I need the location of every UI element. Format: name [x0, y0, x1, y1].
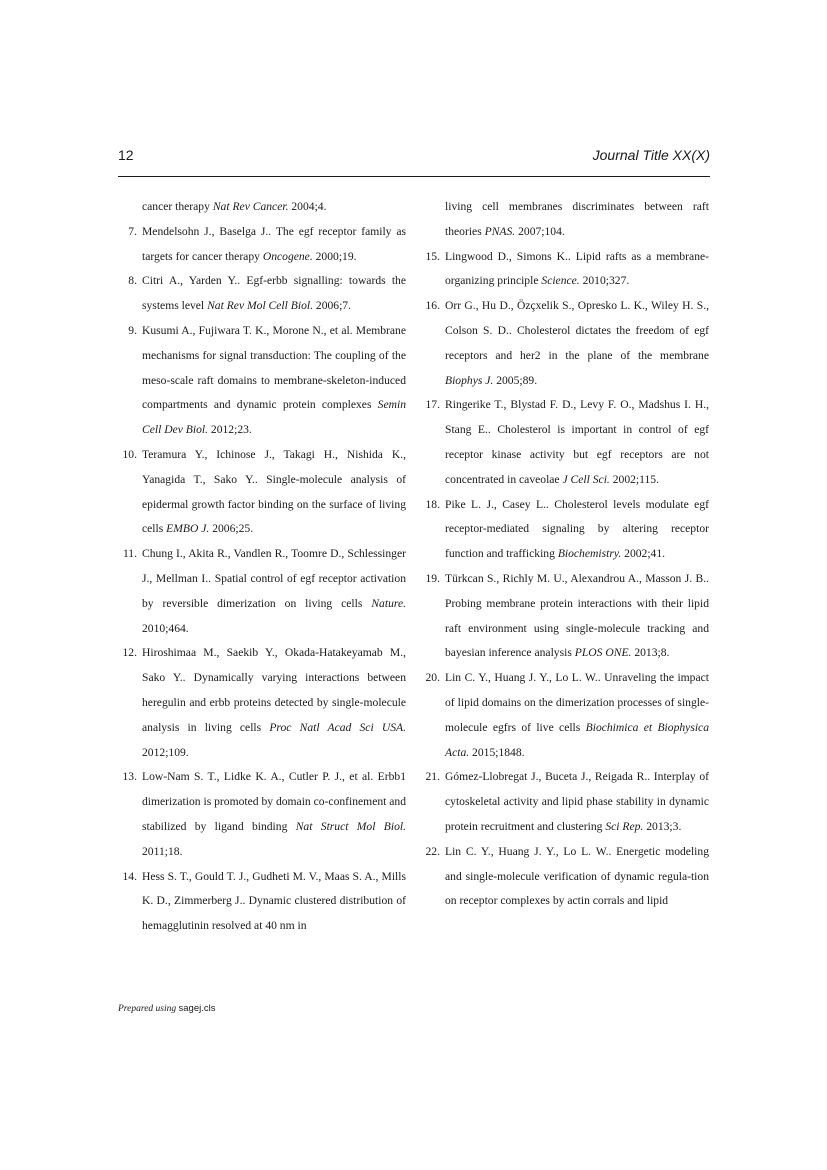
page-number: 12	[118, 147, 134, 163]
reference-year: 2011;18.	[142, 844, 183, 858]
reference-item	[118, 542, 406, 641]
reference-text: Türkcan S., Richly M. U., Alexandrou A., Masson J. B.. Probing membrane protein interactions with their lipid raft environment using single-molecule tracking and bayesian inference analysis	[445, 571, 709, 660]
reference-number: 12.	[122, 646, 137, 660]
reference-text: Orr G., Hu D., Özçxelik S., Opresko L. K., Wiley H. S., Colson S. D.. Cholesterol dictates the freedom of egf receptors and her2 in the plane of the membrane	[445, 299, 709, 362]
reference-journal: J Cell Sci.	[562, 472, 610, 486]
reference-item	[421, 666, 709, 765]
reference-item	[421, 840, 709, 914]
reference-year: 2005;89.	[493, 373, 538, 387]
footer-label: Prepared using	[118, 1004, 177, 1014]
reference-journal: Nat Rev Cancer.	[212, 200, 289, 213]
reference-year: 2012;23.	[208, 423, 252, 437]
reference-text: Pike L. J., Casey L.. Cholesterol levels modulate egf receptor-mediated signaling by altering receptor function and trafficking	[445, 497, 709, 561]
reference-journal: Biochemistry.	[557, 547, 622, 561]
reference-number: 10.	[122, 447, 137, 461]
reference-number: 16.	[425, 299, 440, 313]
reference-item	[421, 765, 709, 839]
reference-year: 2012;109.	[142, 745, 189, 759]
reference-year: 2013;3.	[643, 819, 682, 833]
reference-number: 13.	[122, 770, 137, 784]
reference-item	[118, 269, 406, 319]
reference-number: 20.	[425, 671, 440, 685]
reference-year: 2007;104.	[515, 224, 565, 238]
reference-text: Mendelsohn J., Baselga J.. The egf receptor family as targets for cancer therapy	[142, 224, 406, 263]
reference-text: Chung I., Akita R., Vandlen R., Toomre D., Schlessinger J., Mellman I.. Spatial control of egf receptor activation by reversible dimerization on living cells	[142, 547, 406, 610]
reference-text: Low-Nam S. T., Lidke K. A., Cutler P. J., et al. Erbb1 dimerization is promoted by domain co-confinement and stabilized by ligand binding	[142, 770, 407, 833]
reference-text: Ringerike T., Blystad F. D., Levy F. O., Madshus I. H., Stang E.. Cholesterol is important in control of egf receptor kinase activity but egf receptors are not concentrated in caveolae	[445, 398, 709, 486]
reference-year: 2004;4.	[288, 200, 327, 213]
header-rule	[118, 176, 710, 177]
reference-journal: Nature.	[371, 596, 406, 610]
reference-journal: Nat Rev Mol Cell Biol.	[207, 299, 313, 313]
reference-item	[421, 493, 709, 567]
reference-item	[118, 865, 406, 939]
reference-number: 21.	[425, 770, 440, 784]
page-footer	[118, 1003, 215, 1014]
reference-year: 2002;115.	[609, 472, 659, 486]
reference-number: 19.	[425, 571, 440, 585]
right-column	[421, 195, 709, 914]
reference-journal: Proc Natl Acad Sci USA.	[269, 720, 406, 734]
reference-journal: Oncogene.	[262, 249, 313, 263]
running-header	[118, 147, 710, 169]
reference-year: 2006;25.	[209, 522, 254, 536]
reference-number: 7.	[128, 224, 137, 238]
reference-journal: Biophys J.	[445, 373, 494, 387]
reference-number: 15.	[425, 249, 440, 263]
reference-item	[118, 220, 406, 270]
reference-item	[118, 443, 406, 542]
reference-item	[118, 765, 406, 864]
reference-journal: Biochimica et Biophysica Acta.	[445, 720, 709, 759]
reference-item	[118, 641, 406, 765]
journal-title: Journal Title XX(X)	[592, 147, 710, 163]
reference-number: 17.	[425, 398, 440, 412]
reference-text: Citri A., Yarden Y.. Egf-erbb signalling: towards the systems level	[142, 274, 406, 313]
reference-text: Lin C. Y., Huang J. Y., Lo L. W.. Unraveling the impact of lipid domains on the dimerization processes of single-molecule egfrs of live cells	[445, 671, 709, 734]
reference-journal: PLOS ONE.	[574, 646, 632, 660]
reference-number: 8.	[128, 274, 137, 288]
reference-journal: Science.	[541, 274, 580, 288]
reference-item	[118, 319, 406, 443]
reference-year: 2015;1848.	[469, 745, 525, 759]
reference-number: 18.	[425, 497, 440, 511]
reference-text: Kusumi A., Fujiwara T. K., Morone N., et al. Membrane mechanisms for signal transduction: The coupling of the meso-scale raft domains to membrane-skeleton-induced compartments and dynamic protein complexes	[142, 323, 406, 412]
reference-journal: Semin Cell Dev Biol.	[142, 398, 406, 437]
reference-item	[421, 393, 709, 492]
footer-class-file: sagej.cls	[178, 1003, 216, 1014]
reference-item	[118, 195, 406, 220]
reference-text: Lingwood D., Simons K.. Lipid rafts as a membrane-organizing principle	[445, 249, 709, 288]
reference-year: 2000;19.	[312, 249, 357, 263]
reference-text: cancer therapy	[142, 200, 210, 213]
reference-year: 2006;7.	[313, 299, 352, 313]
reference-number: 11.	[122, 547, 137, 561]
reference-item	[421, 195, 709, 245]
reference-number: 22.	[425, 844, 440, 858]
reference-item	[421, 567, 709, 666]
reference-item	[421, 245, 709, 295]
reference-text: Lin C. Y., Huang J. Y., Lo L. W.. Energetic modeling and single-molecule verification of dynamic regula-tion on receptor complexes by actin corrals and lipid	[445, 844, 709, 908]
reference-year: 2002;41.	[621, 547, 666, 561]
reference-journal: EMBO J.	[166, 522, 210, 536]
reference-text: Hiroshimaa M., Saekib Y., Okada-Hatakeyamab M., Sako Y.. Dynamically varying interactions between heregulin and erbb proteins detected by single-molecule analysis in living cells	[142, 646, 406, 734]
reference-year: 2013;8.	[631, 646, 670, 660]
left-column	[118, 195, 406, 939]
reference-text: Hess S. T., Gould T. J., Gudheti M. V., Maas S. A., Mills K. D., Zimmerberg J.. Dynamic clustered distribution of hemagglutinin resolved at 40 nm in	[142, 869, 406, 933]
reference-journal: Nat Struct Mol Biol.	[295, 819, 406, 833]
reference-number: 9.	[128, 323, 137, 337]
reference-item	[421, 294, 709, 393]
reference-text: living cell membranes discriminates between raft theories	[445, 200, 709, 238]
reference-journal: Sci Rep.	[605, 819, 644, 833]
reference-text: Teramura Y., Ichinose J., Takagi H., Nishida K., Yanagida T., Sako Y.. Single-molecule analysis of epidermal growth factor binding on the surface of living cells	[142, 447, 406, 536]
reference-year: 2010;327.	[579, 274, 630, 288]
reference-journal: PNAS.	[484, 224, 516, 238]
reference-year: 2010;464.	[142, 621, 189, 635]
reference-number: 14.	[122, 869, 137, 883]
reference-text: Gómez-Llobregat J., Buceta J., Reigada R.. Interplay of cytoskeletal activity and lipid phase stability in dynamic protein recruitment and clustering	[445, 770, 709, 833]
